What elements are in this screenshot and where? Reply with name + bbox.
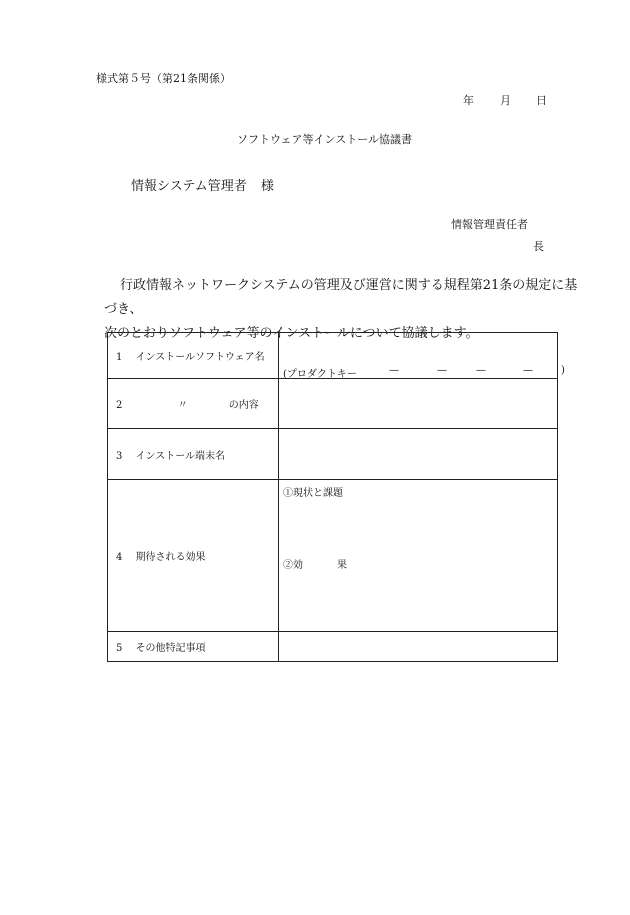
product-key-dash: — bbox=[523, 365, 533, 376]
row-label-cell bbox=[108, 379, 279, 429]
sender-role: 情報管理責任者 bbox=[451, 218, 528, 231]
row-label: インストールソフトウェア名 bbox=[135, 352, 265, 363]
product-key-close: ) bbox=[561, 365, 565, 376]
special-notes-cell[interactable] bbox=[279, 632, 558, 662]
row-number: 5 bbox=[116, 643, 123, 654]
consultation-table bbox=[107, 332, 565, 662]
form-number-label: 様式第５号（第21条関係） bbox=[96, 72, 231, 85]
table-row bbox=[108, 480, 558, 632]
software-name-cell[interactable] bbox=[279, 333, 565, 380]
product-key-dash: — bbox=[476, 365, 486, 376]
row-label-cell bbox=[108, 429, 279, 480]
row-label: の内容 bbox=[228, 400, 259, 411]
product-key-dash: — bbox=[437, 365, 447, 376]
row-label: 期待される効果 bbox=[135, 552, 206, 563]
row-label-cell bbox=[108, 333, 279, 379]
product-key-dash: — bbox=[389, 365, 399, 376]
addressee bbox=[131, 175, 274, 194]
effect-label-a: ②効 bbox=[283, 560, 303, 571]
row-number: 4 bbox=[116, 552, 123, 563]
addressee-name: 情報システム管理者 bbox=[131, 179, 247, 194]
current-issues-label: ①現状と課題 bbox=[283, 488, 343, 499]
table-row bbox=[108, 333, 558, 379]
terminal-name-cell[interactable] bbox=[279, 429, 558, 480]
row-number: 1 bbox=[116, 352, 123, 363]
row-label: その他特記事項 bbox=[135, 643, 206, 654]
expected-effect-cell[interactable] bbox=[279, 480, 558, 632]
product-key-open: (プロダクトキー bbox=[283, 369, 357, 380]
sender-title-suffix: 長 bbox=[533, 240, 544, 253]
addressee-honorific: 様 bbox=[260, 179, 274, 194]
effect-label-b: 果 bbox=[337, 560, 347, 571]
ditto-mark: 〃 bbox=[177, 400, 188, 411]
body-line-2: 次のとおりソフトウェア等のインストールについて協議します。 bbox=[104, 326, 479, 341]
document-title: ソフトウェア等インストール協議書 bbox=[237, 133, 413, 146]
body-line-1: 行政情報ネットワークシステムの管理及び運営に関する規程第21条の規定に基づき、 bbox=[104, 278, 578, 317]
date-month-label: 月 bbox=[500, 94, 511, 107]
row-label-cell bbox=[108, 480, 279, 632]
date-year-label: 年 bbox=[463, 94, 474, 107]
row-number: 3 bbox=[116, 450, 123, 462]
row-label-cell bbox=[108, 632, 279, 662]
row-number: 2 bbox=[116, 400, 123, 411]
table-row bbox=[108, 379, 558, 429]
table-row bbox=[108, 632, 558, 662]
date-day-label: 日 bbox=[536, 94, 547, 107]
table-row bbox=[108, 429, 558, 480]
row-label: インストール端末名 bbox=[135, 450, 226, 462]
software-content-cell[interactable] bbox=[279, 379, 558, 429]
